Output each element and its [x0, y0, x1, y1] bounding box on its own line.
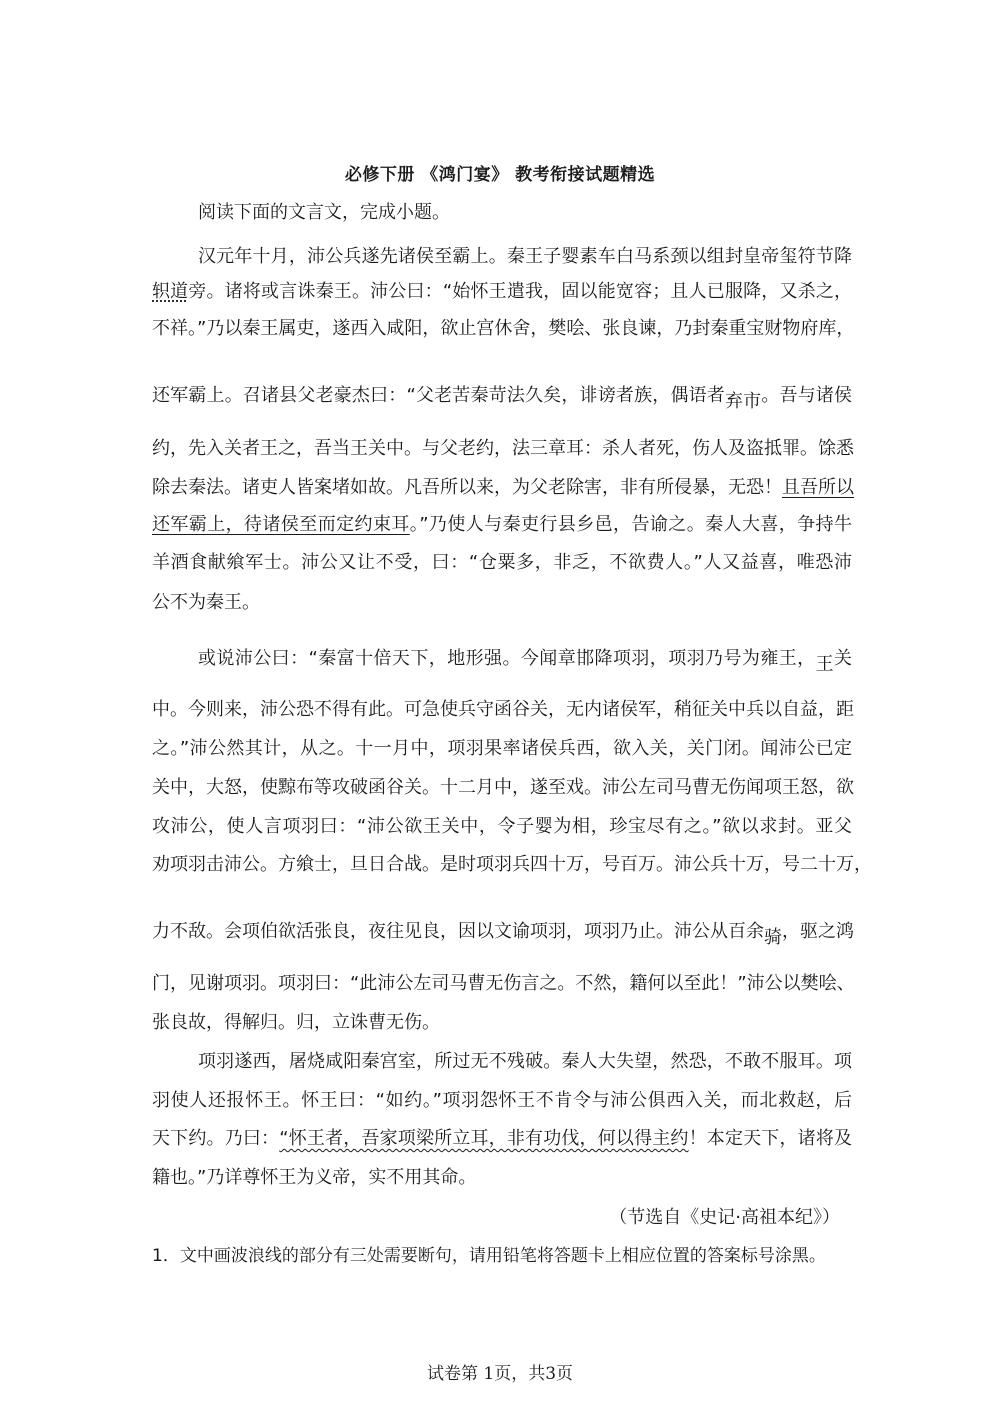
passage-text: 关中，大怒，使黥布等攻破函谷关。十二月中，遂至戏。沛公左司马曹无伤闻项王怒，欲 — [152, 777, 854, 798]
passage-text: 。吾与诸侯 — [761, 385, 853, 406]
passage-line — [198, 1049, 852, 1075]
passage-text: 或说沛公曰：“秦富十倍天下，地形强。今闻章邯降项羽，项羽乃号为雍王， — [198, 648, 816, 669]
passage-line — [152, 1010, 852, 1036]
passage-text: 不祥。”乃以秦王属吏，遂西入咸阳，欲止宫休舍，樊哙、张良谏，乃封秦重宝财物府库， — [152, 318, 855, 339]
passage-line — [152, 550, 852, 576]
passage-line — [152, 279, 852, 305]
passage-text: 还军霸上。召诸县父老豪杰曰：“父老苦秦苛法久矣，诽谤者族，偶语者 — [152, 385, 725, 406]
instruction: 阅读下面的文言文，完成小题。 — [198, 202, 450, 223]
passage-line — [152, 436, 852, 462]
passage-line — [152, 1088, 852, 1114]
passage-text: 张良故，得解归。归，立诛曹无伤。 — [152, 1012, 440, 1033]
passage-text: 籍也。”乃详尊怀王为义帝，实不用其命。 — [152, 1167, 477, 1188]
passage-line — [198, 646, 852, 675]
wavy-underlined-sentence: “怀王者，吾家项梁所立耳，非有功伐，何以得主约 — [279, 1128, 689, 1149]
passage-text: 项羽遂西，屠烧咸阳秦宫室，所过无不残破。秦人大失望，然恐，不敢不服耳。项 — [198, 1051, 852, 1072]
passage-text: 关 — [834, 648, 852, 669]
passage-line — [152, 814, 852, 840]
passage-line — [152, 590, 852, 616]
passage-line — [152, 971, 855, 997]
passage-text: 门，见谢项羽。项羽曰：“此沛公左司马曹无伤言之。不然，籍何以至此！”沛公以樊哙、 — [152, 973, 855, 994]
passage-line — [152, 475, 852, 501]
passage-text: 旁。诸将或言诛秦王。沛公曰：“始怀王遣我，固以能宽容；且人已服降，又杀之， — [188, 281, 853, 302]
question-1: 1．文中画波浪线的部分有三处需要断句，请用铅笔将答题卡上相应位置的答案标号涂黑。 — [152, 1246, 826, 1266]
passage-line — [152, 697, 852, 723]
passage-line — [152, 736, 852, 762]
passage-text: ，驱之鸿 — [782, 921, 854, 942]
page-title: 必修下册 《鸿门宴》 教考衔接试题精选 — [344, 165, 656, 185]
source-citation: （节选自《史记·高祖本纪》） — [609, 1207, 840, 1228]
passage-line — [152, 383, 853, 412]
passage-text: 劝项羽击沛公。方飨士，旦日合战。是时项羽兵四十万，号百万。沛公兵十万，号二十万， — [152, 854, 872, 875]
passage-text: 公不为秦王。 — [152, 592, 260, 613]
passage-text: 力不敌。会项伯欲活张良，夜往见良，因以文谕项羽，项羽乃止。沛公从百余 — [152, 921, 764, 942]
passage-text-offset: 弃市 — [724, 391, 762, 412]
passage-text: 汉元年十月，沛公兵遂先诸侯至霸上。秦王子婴素车白马系颈以组封皇帝玺符节降 — [198, 246, 852, 267]
passage-text-offset: 骑 — [764, 927, 782, 948]
passage-text-offset: 王 — [815, 654, 834, 675]
passage-text: 天下约。乃曰： — [152, 1128, 280, 1149]
page-footer: 试卷第 1页，共3页 — [426, 1364, 574, 1384]
passage-text: 攻沛公，使人言项羽曰：“沛公欲王关中，令子婴为相，珍宝尽有之。”欲以求封。亚父 — [152, 816, 852, 837]
marked-word: 轵道 — [152, 281, 189, 302]
passage-line — [152, 512, 852, 538]
passage-line — [152, 316, 855, 342]
passage-line — [152, 775, 852, 801]
passage-text: 羽使人还报怀王。怀王曰：“如约。”项羽怨怀王不肯令与沛公俱西入关，而北救赵，后 — [152, 1090, 852, 1111]
passage-text: ！本定天下，诸将及 — [688, 1128, 853, 1149]
passage-line — [198, 244, 852, 270]
passage-text: 之。”沛公然其计，从之。十一月中，项羽果率诸侯兵西，欲入关，关门闭。闻沛公已定 — [152, 738, 852, 759]
passage-line — [152, 1126, 852, 1152]
passage-text: 除去秦法。诸吏人皆案堵如故。凡吾所以来，为父老除害，非有所侵暴，无恐！ — [152, 477, 782, 498]
underlined-sentence: 还军霸上，待诸侯至而定约束耳 — [152, 514, 410, 535]
underlined-sentence: 且吾所以 — [782, 477, 854, 498]
passage-text: 。”乃使人与秦吏行县乡邑，告谕之。秦人大喜，争持牛 — [409, 514, 853, 535]
passage-text: 羊酒食献飨军士。沛公又让不受，曰：“仓粟多，非乏，不欲费人。”人又益喜，唯恐沛 — [152, 552, 852, 573]
passage-text: 约，先入关者王之，吾当王关中。与父老约，法三章耳：杀人者死，伤人及盗抵罪。馀悉 — [152, 438, 854, 459]
passage-line — [152, 919, 854, 948]
passage-line — [152, 852, 872, 878]
passage-line — [152, 1165, 852, 1191]
passage-text: 中。今则来，沛公恐不得有此。可急使兵守函谷关，无内诸侯军，稍征关中兵以自益，距 — [152, 699, 854, 720]
